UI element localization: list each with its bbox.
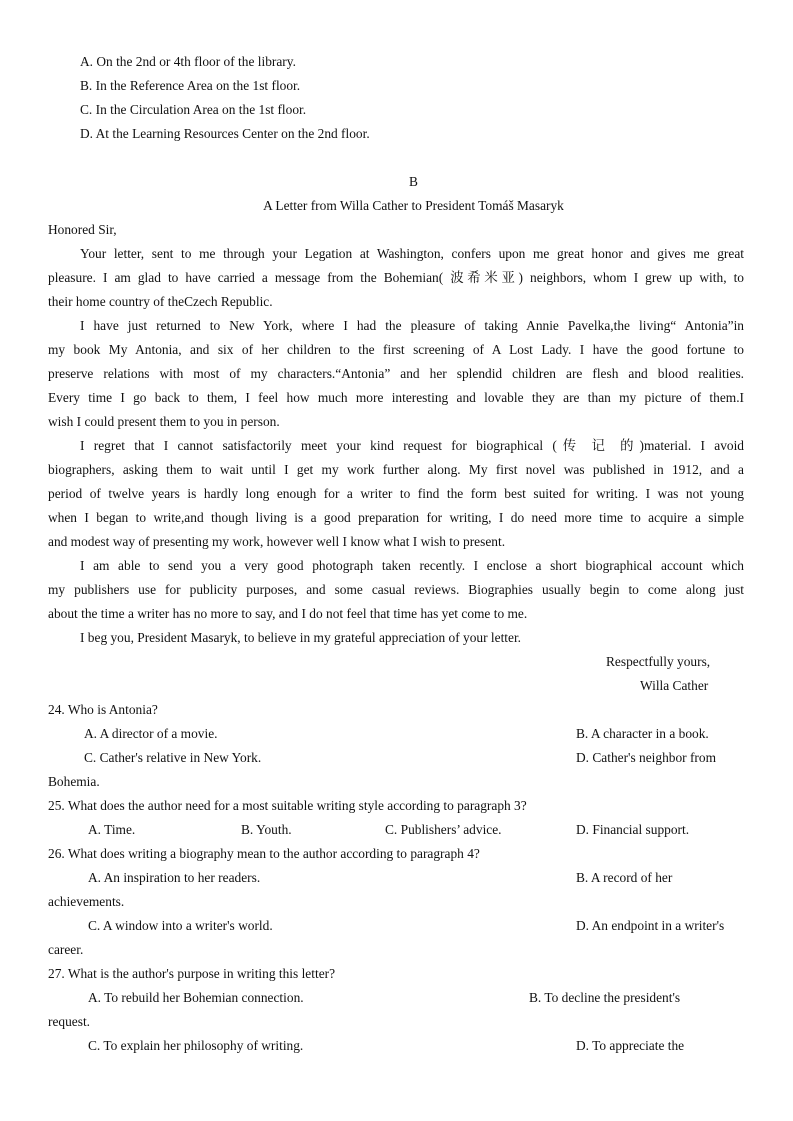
q24-option-d: D. Cather's neighbor from (576, 750, 717, 765)
q25-option-a: A. Time. (88, 822, 136, 837)
question-26-stem: 26. What does writing a biography mean to the author according to paragraph 4? (48, 846, 480, 861)
letter-line: about the time a writer has no more to say, and I do not feel that time has yet come to me. (48, 606, 528, 621)
letter-line: when I began to write,and though living is a good preparation for writing, I do need more time to acquire a simple (48, 510, 744, 525)
prev-option-c: C. In the Circulation Area on the 1st floor. (80, 102, 307, 117)
q27-option-c: C. To explain her philosophy of writing. (88, 1038, 304, 1053)
q26-option-b-cont: achievements. (48, 894, 125, 909)
letter-line: Every time I go back to them, I feel how much more interesting and lovable they are than my picture of them.I (48, 390, 744, 405)
letter-line: their home country of theCzech Republic. (48, 294, 273, 309)
q25-option-d: D. Financial support. (576, 822, 690, 837)
prev-option-d: D. At the Learning Resources Center on the 2nd floor. (80, 126, 370, 141)
q27-option-b-cont: request. (48, 1014, 91, 1029)
q24-option-a: A. A director of a movie. (84, 726, 218, 741)
q25-option-c: C. Publishers’ advice. (385, 822, 502, 837)
letter-closing: Respectfully yours, (606, 654, 711, 669)
letter-line: pleasure. I am glad to have carried a message from the Bohemian( 波希米亚) neighbors, whom I grew up with, to (48, 270, 744, 285)
letter-line: period of twelve years is hardly long enough for a writer to find the form best suited for writing. I was not young (48, 486, 744, 501)
letter-line: biographers, asking them to wait until I get my work further along. My first novel was published in 1912, and a (48, 462, 744, 477)
letter-line: Your letter, sent to me through your Legation at Washington, confers upon me great honor and gives me great (80, 246, 744, 261)
q26-option-c: C. A window into a writer's world. (88, 918, 273, 933)
q26-option-d-cont: career. (48, 942, 84, 957)
salutation: Honored Sir, (48, 222, 117, 237)
letter-line: preserve relations with most of my characters.“Antonia” and her splendid children are flesh and blood realities. (48, 366, 744, 381)
q27-option-a: A. To rebuild her Bohemian connection. (88, 990, 304, 1005)
letter-signature: Willa Cather (640, 678, 709, 693)
question-25-stem: 25. What does the author need for a most suitable writing style according to paragraph 3? (48, 798, 527, 813)
q25-option-b: B. Youth. (241, 822, 292, 837)
letter-line: my publishers use for publicity purposes, and some casual reviews. Biographies usually begin to come along just (48, 582, 744, 597)
letter-line: I am able to send you a very good photograph taken recently. I enclose a short biographical account which (80, 558, 744, 573)
q27-option-d: D. To appreciate the (576, 1038, 685, 1053)
letter-line: and modest way of presenting my work, however well I know what I wish to present. (48, 534, 506, 549)
letter-title: A Letter from Willa Cather to President Tomáš Masaryk (263, 198, 564, 213)
letter-line: wish I could present them to you in person. (48, 414, 280, 429)
letter-line: I have just returned to New York, where I had the pleasure of taking Annie Pavelka,the living“ Antonia”in (80, 318, 744, 333)
q26-option-d: D. An endpoint in a writer's (576, 918, 725, 933)
q24-option-b: B. A character in a book. (576, 726, 709, 741)
letter-line: I regret that I cannot satisfactorily meet your kind request for biographical (传 记 的)material. I avoid (80, 438, 744, 453)
prev-option-b: B. In the Reference Area on the 1st floor. (80, 78, 301, 93)
prev-option-a: A. On the 2nd or 4th floor of the library. (80, 54, 296, 69)
letter-line: I beg you, President Masaryk, to believe in my grateful appreciation of your letter. (80, 630, 522, 645)
q26-option-b: B. A record of her (576, 870, 673, 885)
section-label: B (409, 174, 418, 189)
q24-option-c: C. Cather's relative in New York. (84, 750, 262, 765)
question-24-stem: 24. Who is Antonia? (48, 702, 158, 717)
q27-option-b: B. To decline the president's (529, 990, 681, 1005)
question-27-stem: 27. What is the author's purpose in writing this letter? (48, 966, 336, 981)
q26-option-a: A. An inspiration to her readers. (88, 870, 261, 885)
q24-option-d-cont: Bohemia. (48, 774, 100, 789)
letter-line: my book My Antonia, and six of her children to the first screening of A Lost Lady. I have the good fortune to (48, 342, 744, 357)
